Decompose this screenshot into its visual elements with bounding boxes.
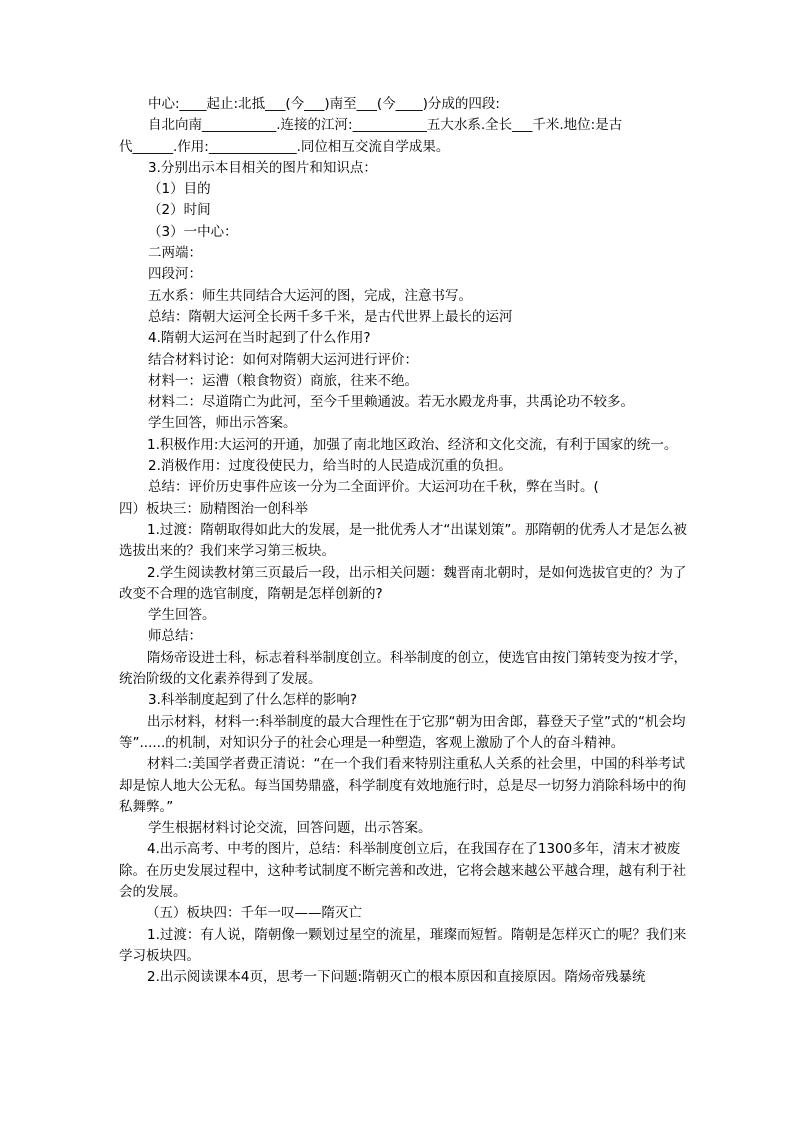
paragraph-line: 学生回答。 xyxy=(148,607,216,624)
paragraph-line: 结合材料讨论：如何对隋朝大运河进行评价： xyxy=(148,351,418,368)
paragraph-line: 学生回答，师出示答案。 xyxy=(148,415,297,432)
paragraph-line: 中心:____起止:北抵___(今___)南至___(今____)分成的四段: xyxy=(148,96,500,112)
paragraph-line: 材料二：尽道隋亡为此河，至今千里赖通波。若无水殿龙舟事，共禹论功不较多。 xyxy=(148,394,634,411)
paragraph-line: 出示材料，材料一:科举制度的最大合理性在于它那“朝为田舍郎，暮登天子堂”式的“机会均等”......的机制，对知识分子的社会心理是一种塑造，客观上激励了个人的奋斗精神。 xyxy=(119,713,686,751)
paragraph-line: 四段河： xyxy=(148,266,202,283)
paragraph-line: 4.出示高考、中考的图片，总结：科举制度创立后，在我国存在了1300多年，清末才被废除。在历史发展过程中，这种考试制度不断完善和改进，它将会越来越公平越合理，越有利于社会的发展。 xyxy=(119,841,686,900)
paragraph-line: 自北向南___________.连接的江河:___________五大水系.全长___千米.地位:是古 xyxy=(148,117,623,134)
paragraph-line: 五水系：师生共同结合大运河的图，完成，注意书写。 xyxy=(148,287,472,304)
paragraph-line: 1.过渡：隋朝取得如此大的发展，是一批优秀人才“出谋划策”。那隋朝的优秀人才是怎么被选拔出来的？我们来学习第三板块。 xyxy=(119,521,687,560)
paragraph-line: 1.过渡：有人说，隋朝像一颗划过星空的流星，璀璨而短暂。隋朝是怎样灭亡的呢？我们来学习板块四。 xyxy=(119,926,687,964)
paragraph-line: 代______.作用:_____________.同位相互交流自学成果。 xyxy=(119,138,450,155)
paragraph-line: 材料二:美国学者费正清说：“在一个我们看来特别注重私人关系的社会里，中国的科举考试却是惊人地大公无私。每当国势鼎盛，科学制度有效地施行时，总是尽一切努力消除科场中的徇私舞弊。” xyxy=(119,756,686,815)
paragraph-line: 1.积极作用:大运河的开通，加强了南北地区政治、经济和文化交流，有利于国家的统一。 xyxy=(147,436,678,453)
paragraph-line: 材料一：运漕（粮食物资）商旅，往来不绝。 xyxy=(148,372,418,389)
paragraph-line: 隋炀帝设进士科，标志着科举制度创立。科举制度的创立，使选官由按门第转变为按才学，统治阶级的文化素养得到了发展。 xyxy=(119,649,687,688)
paragraph-line: 2.学生阅读教材第三页最后一段，出示相关问题：魏晋南北朝时，是如何选拔官吏的？为了改变不合理的选官制度，隋朝是怎样创新的? xyxy=(119,564,687,602)
section-heading: （五）板块四：千年一叹——隋灭亡 xyxy=(146,905,362,922)
paragraph-line: 2.出示阅读课本4页，思考一下问题:隋朝灭亡的根本原因和直接原因。隋炀帝残暴统 xyxy=(147,969,646,986)
paragraph-line: 2.消极作用：过度役使民力，给当时的人民造成沉重的负担。 xyxy=(148,458,512,475)
paragraph-line: （2）时间 xyxy=(148,202,211,219)
document-body xyxy=(119,94,689,988)
section-heading: 四）板块三：励精图治一创科举 xyxy=(119,500,308,517)
paragraph-line: 总结：评价历史事件应该一分为二全面评价。大运河功在千秋，弊在当时。( xyxy=(148,479,599,496)
paragraph-line: 4.隋朝大运河在当时起到了什么作用? xyxy=(148,330,371,347)
paragraph-line: 二两端： xyxy=(148,245,202,262)
paragraph-line: （3）一中心： xyxy=(148,223,238,240)
paragraph-line: 师总结： xyxy=(148,628,202,645)
paragraph-line: 3.分别出示本目相关的图片和知识点： xyxy=(148,159,377,176)
paragraph-line: 学生根据材料讨论交流，回答问题，出示答案。 xyxy=(148,820,432,837)
paragraph-line: 3.科举制度起到了什么怎样的影响? xyxy=(148,692,358,709)
paragraph-line: （1）目的 xyxy=(148,181,211,198)
paragraph-line: 总结：隋朝大运河全长两千多千米，是古代世界上最长的运河 xyxy=(148,308,513,325)
